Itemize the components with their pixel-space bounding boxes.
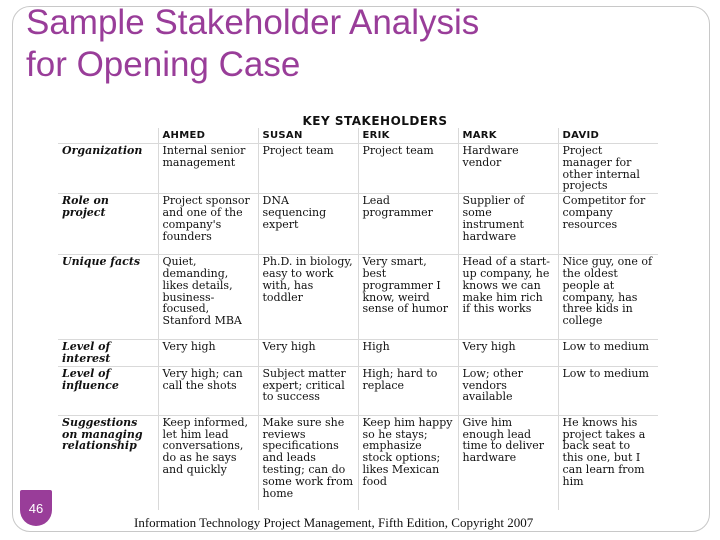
slide-title (26, 2, 646, 86)
table-cell: Project team (258, 144, 358, 194)
stakeholder-table (58, 128, 658, 510)
table-cell: Very high (458, 340, 558, 367)
row-label: Role on project (58, 194, 158, 255)
column-header-susan: SUSAN (258, 128, 358, 144)
table-cell: Low; other vendors available (458, 366, 558, 415)
table-cell: Internal senior management (158, 144, 258, 194)
table-cell: Head of a start-up company, he knows we can make him rich if this works (458, 255, 558, 340)
slide-number-badge: 46 (20, 490, 52, 526)
title-line-2: for Opening Case (26, 45, 301, 84)
row-label: Level of interest (58, 340, 158, 367)
table-cell: Give him enough lead time to deliver hardware (458, 415, 558, 510)
table-cell: Hardware vendor (458, 144, 558, 194)
table-cell: Keep informed, let him lead conversations, do as he says and quickly (158, 415, 258, 510)
row-label: Level of influence (58, 366, 158, 415)
table-cell: Subject matter expert; critical to success (258, 366, 358, 415)
table-cell: Very high (158, 340, 258, 367)
table-row-level-of-interest (58, 340, 658, 367)
table-cell: Make sure she reviews specifications and leads testing; can do some work from home (258, 415, 358, 510)
header-row (58, 128, 658, 144)
table-heading: KEY STAKEHOLDERS (302, 114, 448, 128)
table-row-unique-facts (58, 255, 658, 340)
table-cell: DNA sequencing expert (258, 194, 358, 255)
footer-copyright: Information Technology Project Management, Fifth Edition, Copyright 2007 (134, 515, 534, 530)
table-row-organization (58, 144, 658, 194)
column-header-david: DAVID (558, 128, 658, 144)
table-cell: Supplier of some instrument hardware (458, 194, 558, 255)
table-row-level-of-influence (58, 366, 658, 415)
table-cell: Keep him happy so he stays; emphasize stock options; likes Mexican food (358, 415, 458, 510)
row-label: Organization (58, 144, 158, 194)
table-cell: Quiet, demanding, likes details, business-focused, Stanford MBA (158, 255, 258, 340)
table-cell: Project manager for other internal projects (558, 144, 658, 194)
table-cell: Very high (258, 340, 358, 367)
column-header-erik: ERIK (358, 128, 458, 144)
table-cell: Nice guy, one of the oldest people at company, has three kids in college (558, 255, 658, 340)
table-cell: He knows his project takes a back seat to this one, but I can learn from him (558, 415, 658, 510)
table-cell: Ph.D. in biology, easy to work with, has toddler (258, 255, 358, 340)
row-label: Suggestions on managing relationship (58, 415, 158, 510)
table-cell: Project sponsor and one of the company's founders (158, 194, 258, 255)
header-corner (58, 128, 158, 144)
table-cell: Low to medium (558, 340, 658, 367)
table-cell: Very high; can call the shots (158, 366, 258, 415)
table-row-suggestions (58, 415, 658, 510)
table-cell: Competitor for company resources (558, 194, 658, 255)
title-line-1: Sample Stakeholder Analysis (26, 3, 480, 42)
table-cell: Lead programmer (358, 194, 458, 255)
column-header-ahmed: AHMED (158, 128, 258, 144)
table-cell: Project team (358, 144, 458, 194)
column-header-mark: MARK (458, 128, 558, 144)
table-cell: High (358, 340, 458, 367)
table-cell: High; hard to replace (358, 366, 458, 415)
table-cell: Low to medium (558, 366, 658, 415)
table-cell: Very smart, best programmer I know, weird sense of humor (358, 255, 458, 340)
table-row-role (58, 194, 658, 255)
row-label: Unique facts (58, 255, 158, 340)
